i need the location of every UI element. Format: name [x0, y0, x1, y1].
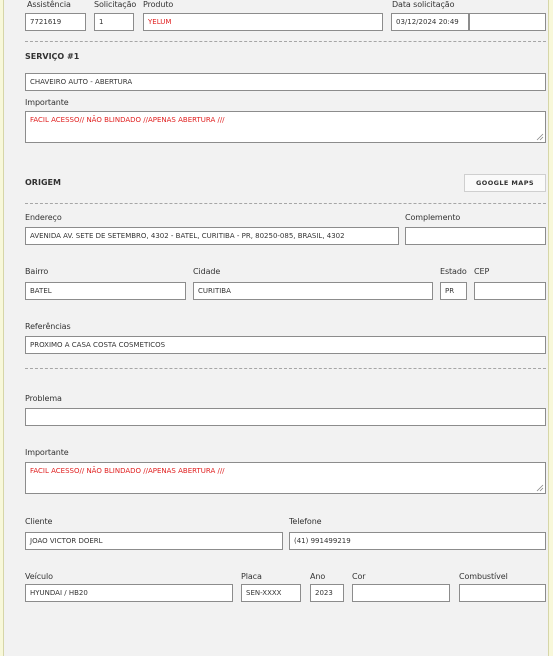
- resize-grip-icon[interactable]: [536, 484, 544, 492]
- servico-field[interactable]: CHAVEIRO AUTO - ABERTURA: [25, 73, 546, 91]
- importante-label: Importante: [25, 448, 69, 457]
- divider: [25, 41, 546, 42]
- cidade-field[interactable]: CURITIBA: [193, 282, 433, 300]
- importante-text: FACIL ACESSO// NÃO BLINDADO //APENAS ABERTURA ///: [30, 467, 225, 475]
- referencias-field[interactable]: PROXIMO A CASA COSTA COSMETICOS: [25, 336, 546, 354]
- bairro-field[interactable]: BATEL: [25, 282, 186, 300]
- assistencia-label: Assistência: [27, 0, 71, 9]
- origem-title: ORIGEM: [25, 178, 61, 187]
- placa-field[interactable]: SEN-XXXX: [241, 584, 301, 602]
- time-field[interactable]: [469, 13, 546, 31]
- resize-grip-icon[interactable]: [536, 133, 544, 141]
- estado-label: Estado: [440, 267, 467, 276]
- telefone-label: Telefone: [289, 517, 322, 526]
- divider: [25, 203, 546, 204]
- veiculo-label: Veículo: [25, 572, 53, 581]
- importante-textarea[interactable]: [25, 462, 546, 494]
- complemento-label: Complemento: [405, 213, 461, 222]
- endereco-label: Endereço: [25, 213, 62, 222]
- endereco-field[interactable]: AVENIDA AV. SETE DE SETEMBRO, 4302 - BATEL, CURITIBA - PR, 80250-085, BRASIL, 4302: [25, 227, 399, 245]
- cep-label: CEP: [474, 267, 490, 276]
- telefone-field[interactable]: (41) 991499219: [289, 532, 546, 550]
- cep-field[interactable]: [474, 282, 546, 300]
- assistencia-field[interactable]: 7721619: [25, 13, 86, 31]
- right-scrollbar[interactable]: [548, 0, 553, 656]
- servico-importante-text: FACIL ACESSO// NÃO BLINDADO //APENAS ABERTURA ///: [30, 116, 225, 124]
- estado-field[interactable]: PR: [440, 282, 467, 300]
- solicitacao-label: Solicitação: [94, 0, 137, 9]
- cliente-field[interactable]: JOAO VICTOR DOERL: [25, 532, 283, 550]
- servico-title: SERVIÇO #1: [25, 52, 80, 61]
- cor-label: Cor: [352, 572, 366, 581]
- google-maps-button[interactable]: GOOGLE MAPS: [464, 174, 546, 192]
- produto-label: Produto: [143, 0, 174, 9]
- combustivel-field[interactable]: [459, 584, 546, 602]
- veiculo-field[interactable]: HYUNDAI / HB20: [25, 584, 233, 602]
- data-solicitacao-field[interactable]: 03/12/2024 20:49: [391, 13, 469, 31]
- data-solicitacao-label: Data solicitação: [392, 0, 455, 9]
- servico-importante-textarea[interactable]: [25, 111, 546, 143]
- problema-field[interactable]: [25, 408, 546, 426]
- placa-label: Placa: [241, 572, 262, 581]
- complemento-field[interactable]: [405, 227, 546, 245]
- bairro-label: Bairro: [25, 267, 49, 276]
- ano-label: Ano: [310, 572, 326, 581]
- divider: [25, 368, 546, 369]
- cidade-label: Cidade: [193, 267, 221, 276]
- cliente-label: Cliente: [25, 517, 53, 526]
- ano-field[interactable]: 2023: [310, 584, 344, 602]
- left-border-bar: [0, 0, 4, 656]
- cor-field[interactable]: [352, 584, 450, 602]
- combustivel-label: Combustível: [459, 572, 508, 581]
- problema-label: Problema: [25, 394, 62, 403]
- produto-field[interactable]: YELUM: [143, 13, 383, 31]
- solicitacao-field[interactable]: 1: [94, 13, 134, 31]
- referencias-label: Referências: [25, 322, 71, 331]
- servico-importante-label: Importante: [25, 98, 69, 107]
